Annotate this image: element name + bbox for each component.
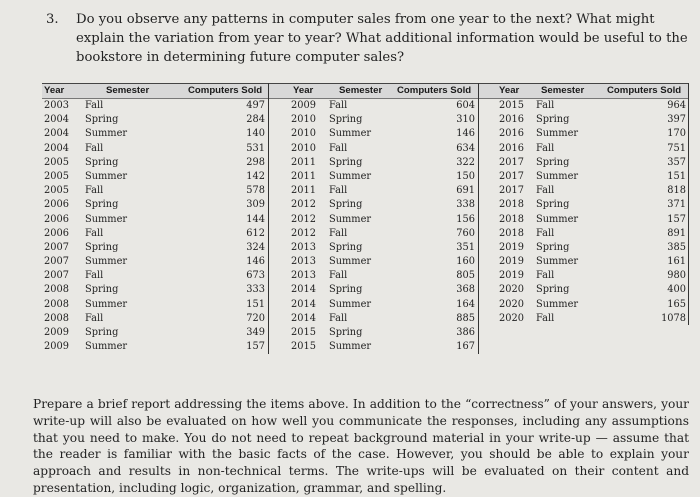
cell-computers-sold: 170	[667, 128, 686, 140]
cell-year: 2016	[499, 128, 524, 140]
cell-year: 2007	[44, 256, 69, 268]
cell-computers-sold: 150	[456, 170, 475, 182]
cell-semester: Spring	[85, 284, 119, 296]
cell-semester: Summer	[85, 298, 128, 310]
question-text: Do you observe any patterns in computer sales from one year to the next? What might explain the variation from year to year? What additional information would be useful to the bookstore in determining future computer sales?	[76, 12, 688, 65]
cell-semester: Spring	[329, 327, 363, 338]
table-row	[479, 255, 689, 269]
table-row	[479, 227, 689, 241]
cell-year: 2004	[44, 142, 69, 154]
column-header-semester: Semester	[339, 85, 383, 96]
cell-semester: Summer	[536, 128, 579, 140]
cell-computers-sold: 338	[456, 199, 475, 211]
table-row	[479, 269, 689, 283]
table-row	[479, 156, 689, 170]
cell-semester: Summer	[536, 213, 579, 225]
table-row	[269, 170, 479, 184]
cell-year: 2010	[291, 142, 316, 154]
cell-semester: Spring	[536, 284, 570, 296]
cell-year: 2019	[499, 241, 524, 253]
table-row	[269, 312, 479, 326]
table-row	[269, 142, 479, 156]
cell-semester: Fall	[329, 142, 348, 154]
cell-semester: Summer	[329, 213, 372, 225]
table-row	[42, 113, 269, 127]
cell-computers-sold: 720	[246, 312, 265, 324]
cell-year: 2013	[291, 241, 316, 253]
table-header	[42, 83, 269, 99]
cell-year: 2014	[291, 312, 316, 324]
cell-computers-sold: 351	[456, 241, 475, 253]
table-row	[42, 198, 269, 212]
cell-semester: Fall	[85, 312, 104, 324]
cell-semester: Spring	[85, 327, 119, 338]
cell-year: 2007	[44, 241, 69, 253]
cell-computers-sold: 151	[246, 298, 265, 310]
table-header	[479, 83, 689, 99]
cell-semester: Summer	[536, 298, 579, 310]
table-row	[42, 156, 269, 170]
cell-computers-sold: 604	[456, 100, 475, 111]
cell-year: 2020	[499, 298, 524, 310]
cell-semester: Fall	[329, 270, 348, 282]
question-number: 3.	[46, 12, 59, 27]
cell-year: 2012	[291, 199, 316, 211]
table-row	[42, 269, 269, 283]
cell-computers-sold: 146	[246, 256, 265, 268]
cell-semester: Summer	[85, 341, 128, 353]
cell-computers-sold: 357	[667, 156, 686, 168]
cell-computers-sold: 612	[246, 227, 265, 239]
cell-year: 2008	[44, 298, 69, 310]
cell-year: 2012	[291, 213, 316, 225]
cell-semester: Spring	[329, 199, 363, 211]
cell-semester: Fall	[85, 185, 104, 197]
cell-year: 2013	[291, 256, 316, 268]
cell-semester: Summer	[85, 128, 128, 140]
cell-year: 2017	[499, 156, 524, 168]
cell-semester: Spring	[85, 199, 119, 211]
cell-year: 2013	[291, 270, 316, 282]
cell-semester: Spring	[329, 284, 363, 296]
cell-semester: Summer	[536, 170, 579, 182]
cell-computers-sold: 578	[246, 185, 265, 197]
table-row	[479, 184, 689, 198]
cell-semester: Summer	[329, 298, 372, 310]
cell-semester: Fall	[85, 227, 104, 239]
cell-computers-sold: 400	[667, 284, 686, 296]
table-row	[42, 170, 269, 184]
cell-computers-sold: 397	[667, 114, 686, 126]
cell-semester: Summer	[536, 256, 579, 268]
cell-year: 2008	[44, 284, 69, 296]
cell-year: 2003	[44, 100, 69, 111]
cell-year: 2011	[291, 185, 316, 197]
cell-computers-sold: 751	[667, 142, 686, 154]
cell-computers-sold: 142	[246, 170, 265, 182]
table-row	[42, 340, 269, 354]
table-row	[42, 99, 269, 113]
cell-year: 2019	[499, 270, 524, 282]
table-row	[479, 283, 689, 297]
cell-computers-sold: 673	[246, 270, 265, 282]
cell-year: 2017	[499, 185, 524, 197]
table-row	[42, 213, 269, 227]
cell-semester: Summer	[329, 128, 372, 140]
cell-year: 2020	[499, 312, 524, 324]
cell-year: 2018	[499, 199, 524, 211]
table-row	[269, 298, 479, 312]
table-row	[269, 113, 479, 127]
table-row	[479, 113, 689, 127]
cell-semester: Spring	[536, 199, 570, 211]
cell-semester: Spring	[85, 114, 119, 126]
cell-semester: Fall	[536, 100, 555, 111]
column-header-year: Year	[499, 85, 520, 96]
cell-computers-sold: 144	[246, 213, 265, 225]
cell-year: 2005	[44, 170, 69, 182]
cell-computers-sold: 146	[456, 128, 475, 140]
column-header-year: Year	[44, 85, 65, 96]
table-row	[42, 142, 269, 156]
table-row	[269, 340, 479, 354]
cell-computers-sold: 691	[456, 185, 475, 197]
cell-computers-sold: 760	[456, 227, 475, 239]
cell-semester: Summer	[85, 170, 128, 182]
cell-year: 2015	[499, 100, 524, 111]
cell-year: 2009	[44, 327, 69, 338]
cell-semester: Fall	[536, 270, 555, 282]
cell-year: 2018	[499, 227, 524, 239]
cell-semester: Summer	[329, 256, 372, 268]
cell-semester: Summer	[329, 170, 372, 182]
cell-computers-sold: 385	[667, 241, 686, 253]
table-row	[42, 127, 269, 141]
table-row	[479, 198, 689, 212]
cell-semester: Spring	[329, 241, 363, 253]
cell-year: 2010	[291, 128, 316, 140]
table-row	[269, 227, 479, 241]
cell-year: 2009	[291, 100, 316, 111]
cell-computers-sold: 157	[667, 213, 686, 225]
cell-year: 2011	[291, 170, 316, 182]
table-row	[42, 298, 269, 312]
cell-semester: Fall	[536, 312, 555, 324]
table-row	[269, 198, 479, 212]
table-block	[479, 83, 689, 326]
cell-computers-sold: 818	[667, 185, 686, 197]
cell-computers-sold: 310	[456, 114, 475, 126]
cell-computers-sold: 160	[456, 256, 475, 268]
table-row	[269, 241, 479, 255]
cell-year: 2014	[291, 298, 316, 310]
cell-semester: Spring	[536, 156, 570, 168]
report-instructions: Prepare a brief report addressing the items above. In addition to the “correctness” of your answers, your write-up will also be evaluated on how well you communicate the responses, including any assumptions that you need to make. You do not need to repeat background material in your write-up — assume that the reader is familiar with the basic facts of the case. However, you should be able to explain your approach and results in non-technical terms. The write-ups will be evaluated on their content and presentation, including logic, organization, grammar, and spelling.	[33, 397, 689, 495]
table-row	[269, 127, 479, 141]
table-row	[42, 255, 269, 269]
table-row	[42, 227, 269, 241]
column-header-semester: Semester	[106, 85, 150, 96]
cell-semester: Fall	[85, 270, 104, 282]
cell-year: 2010	[291, 114, 316, 126]
table-row	[269, 156, 479, 170]
cell-semester: Spring	[329, 156, 363, 168]
cell-computers-sold: 165	[667, 298, 686, 310]
cell-computers-sold: 964	[667, 100, 686, 111]
cell-semester: Summer	[85, 213, 128, 225]
cell-computers-sold: 349	[246, 327, 265, 338]
table-row	[479, 241, 689, 255]
cell-semester: Spring	[536, 241, 570, 253]
cell-year: 2008	[44, 312, 69, 324]
cell-year: 2006	[44, 199, 69, 211]
cell-computers-sold: 885	[456, 312, 475, 324]
cell-computers-sold: 164	[456, 298, 475, 310]
column-header-year: Year	[293, 85, 314, 96]
cell-year: 2015	[291, 327, 316, 338]
cell-computers-sold: 531	[246, 142, 265, 154]
table-row	[479, 99, 689, 113]
cell-computers-sold: 980	[667, 270, 686, 282]
cell-computers-sold: 298	[246, 156, 265, 168]
cell-year: 2007	[44, 270, 69, 282]
column-header-computers-sold: Computers Sold	[607, 85, 682, 96]
cell-computers-sold: 284	[246, 114, 265, 126]
cell-semester: Fall	[536, 227, 555, 239]
cell-year: 2011	[291, 156, 316, 168]
cell-year: 2004	[44, 114, 69, 126]
cell-semester: Fall	[536, 142, 555, 154]
cell-semester: Fall	[85, 100, 104, 111]
cell-computers-sold: 309	[246, 199, 265, 211]
cell-year: 2006	[44, 213, 69, 225]
cell-semester: Spring	[536, 114, 570, 126]
cell-year: 2004	[44, 128, 69, 140]
cell-computers-sold: 891	[667, 227, 686, 239]
table-row	[42, 312, 269, 326]
cell-semester: Spring	[85, 156, 119, 168]
cell-year: 2014	[291, 284, 316, 296]
table-row	[42, 184, 269, 198]
cell-semester: Fall	[85, 142, 104, 154]
cell-year: 2012	[291, 227, 316, 239]
table-row	[479, 142, 689, 156]
cell-computers-sold: 805	[456, 270, 475, 282]
cell-year: 2016	[499, 142, 524, 154]
cell-year: 2005	[44, 185, 69, 197]
cell-year: 2018	[499, 213, 524, 225]
cell-year: 2020	[499, 284, 524, 296]
table-row	[269, 99, 479, 113]
cell-semester: Fall	[329, 312, 348, 324]
cell-semester: Fall	[329, 227, 348, 239]
table-row	[269, 213, 479, 227]
cell-computers-sold: 167	[456, 341, 475, 353]
cell-computers-sold: 161	[667, 256, 686, 268]
cell-year: 2016	[499, 114, 524, 126]
column-header-computers-sold: Computers Sold	[397, 85, 472, 96]
table-row	[479, 170, 689, 184]
table-row	[479, 127, 689, 141]
cell-computers-sold: 322	[456, 156, 475, 168]
table-row	[42, 326, 269, 340]
table-row	[42, 283, 269, 297]
table-row	[269, 283, 479, 297]
table-block	[269, 83, 479, 354]
cell-computers-sold: 324	[246, 241, 265, 253]
cell-semester: Fall	[329, 185, 348, 197]
cell-semester: Spring	[85, 241, 119, 253]
table-row	[269, 184, 479, 198]
cell-computers-sold: 157	[246, 341, 265, 353]
cell-computers-sold: 497	[246, 100, 265, 111]
cell-semester: Fall	[329, 100, 348, 111]
cell-year: 2015	[291, 341, 316, 353]
table-row	[479, 298, 689, 312]
cell-year: 2019	[499, 256, 524, 268]
cell-year: 2017	[499, 170, 524, 182]
table-row	[479, 312, 689, 326]
table-row	[269, 269, 479, 283]
table-row	[269, 255, 479, 269]
column-divider	[688, 83, 689, 325]
cell-computers-sold: 368	[456, 284, 475, 296]
column-header-computers-sold: Computers Sold	[188, 85, 263, 96]
cell-year: 2005	[44, 156, 69, 168]
cell-computers-sold: 140	[246, 128, 265, 140]
cell-year: 2006	[44, 227, 69, 239]
cell-semester: Fall	[536, 185, 555, 197]
cell-computers-sold: 371	[667, 199, 686, 211]
table-header	[269, 83, 479, 99]
cell-computers-sold: 333	[246, 284, 265, 296]
cell-semester: Summer	[329, 341, 372, 353]
table-row	[42, 241, 269, 255]
cell-semester: Spring	[329, 114, 363, 126]
table-row	[479, 213, 689, 227]
cell-computers-sold: 634	[456, 142, 475, 154]
column-header-semester: Semester	[541, 85, 585, 96]
cell-computers-sold: 151	[667, 170, 686, 182]
cell-computers-sold: 1078	[661, 312, 686, 324]
table-block	[42, 83, 269, 354]
cell-computers-sold: 156	[456, 213, 475, 225]
cell-computers-sold: 386	[456, 327, 475, 338]
table-row	[269, 326, 479, 340]
cell-year: 2009	[44, 341, 69, 353]
cell-semester: Summer	[85, 256, 128, 268]
